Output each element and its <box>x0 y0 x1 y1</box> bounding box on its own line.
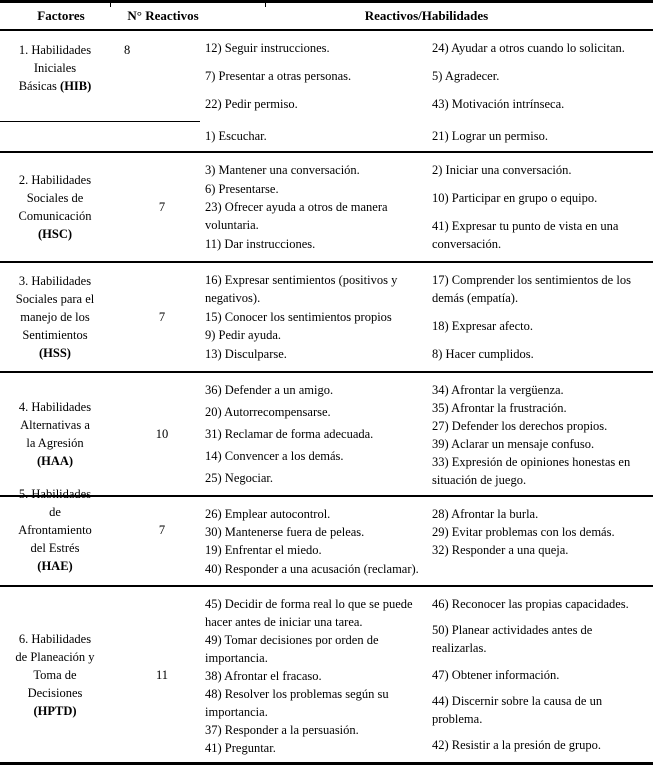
factor-name-line: Comunicación <box>18 209 92 223</box>
factor-name-line: Decisiones <box>27 685 83 700</box>
reactivo-item: 24) Ayudar a otros cuando lo solicitan. <box>432 41 625 55</box>
reactivo-item: 35) Afrontar la frustración. <box>432 401 567 415</box>
reactivo-item: 10) Participar en grupo o equipo. <box>432 191 598 205</box>
cell-gap-tick <box>265 3 266 7</box>
factor-acronym-line <box>2 452 108 470</box>
reactivo-item: 7) Presentar a otras personas. <box>205 69 352 83</box>
factor-acronym: (HSC) <box>37 227 73 241</box>
factor-name-line: 4. Habilidades <box>18 400 92 414</box>
reactivo-item: 48) Resolver los problemas según su importancia. <box>205 687 389 719</box>
factor-name-line: Sentimientos <box>22 328 88 342</box>
header-n-reactivos: N° Reactivos <box>127 8 199 23</box>
reactivo-item: 27) Defender los derechos propios. <box>432 419 608 433</box>
factor-name-line: del Estrés <box>30 541 80 555</box>
factor-name-line: 5. Habilidades <box>18 487 92 501</box>
items-left-cell <box>200 497 427 563</box>
reactivo-item: 2) Iniciar una conversación. <box>432 163 572 177</box>
reactivo-item: 50) Planear actividades antes de realizarlas. <box>432 623 593 656</box>
reactivo-item: 41) Expresar tu punto de vista en una conversación. <box>432 219 619 251</box>
reactivo-item: 22) Pedir permiso. <box>205 97 298 111</box>
factor-acronym: (HAA) <box>36 454 74 468</box>
factor-acronym: (HSS) <box>39 346 71 360</box>
reactivo-item: 15) Conocer los sentimientos propios <box>205 309 392 324</box>
reactivo-item: 49) Tomar decisiones por orden de importancia. <box>205 633 379 665</box>
items-right-cell <box>427 497 653 563</box>
reactivo-item: 14) Convencer a los demás. <box>205 449 344 463</box>
reactivo-item: 21) Lograr un permiso. <box>432 129 548 143</box>
reactivo-item: 44) Discernir sobre la causa de un problema. <box>432 693 603 726</box>
reactivo-item: 45) Decidir de forma real lo que se puede hacer antes de iniciar una tarea. <box>205 597 413 629</box>
reactivos-count-cell: 7 <box>158 200 166 214</box>
reactivo-item: 12) Seguir instrucciones. <box>205 41 330 55</box>
reactivo-item: 46) Reconocer las propias capacidades. <box>432 597 629 611</box>
reactivo-item-span: 40) Responder a una acusación (reclamar). <box>205 562 419 576</box>
reactivo-item: 16) Expresar sentimientos (positivos y negativos). <box>205 273 398 305</box>
items-left-cell <box>200 31 427 121</box>
reactivo-item: 18) Expresar afecto. <box>432 319 533 333</box>
factor-row <box>0 31 653 153</box>
reactivos-count-cell: 11 <box>155 667 169 682</box>
reactivos-count-cell: 7 <box>158 310 166 324</box>
factor-acronym: (HIB) <box>60 79 92 93</box>
factor-acronym-line <box>2 557 108 575</box>
reactivo-item: 31) Reclamar de forma adecuada. <box>205 427 374 441</box>
reactivo-item: 9) Pedir ayuda. <box>205 328 282 343</box>
factor-row <box>0 587 653 762</box>
factor-name-cell <box>0 263 110 371</box>
factor-name-line: 6. Habilidades <box>18 631 92 646</box>
reactivo-item: 13) Disculparse. <box>205 346 287 361</box>
factor-name-line: 2. Habilidades <box>18 173 92 187</box>
factor-name-cell <box>0 587 110 762</box>
factor-acronym-line <box>2 225 108 243</box>
factor-name-line: Afrontamiento <box>18 523 92 537</box>
factor-row <box>0 373 653 497</box>
items-right-cell <box>427 373 653 495</box>
reactivo-item: 8) Hacer cumplidos. <box>432 347 534 361</box>
factor-name-line: 3. Habilidades <box>18 274 92 288</box>
reactivo-item: 19) Enfrentar el miedo. <box>205 543 322 557</box>
reactivo-item: 5) Agradecer. <box>432 69 500 83</box>
factor-name-line: Toma de <box>33 667 77 682</box>
items-right-cell <box>427 587 653 762</box>
reactivo-item: 6) Presentarse. <box>205 181 279 196</box>
items-left-cell <box>200 373 427 495</box>
reactivo-item: 41) Preguntar. <box>205 741 276 755</box>
table-header-row <box>0 3 653 31</box>
factor-row <box>0 263 653 373</box>
reactivo-item: 17) Comprender los sentimientos de los demás (empatía). <box>432 273 631 305</box>
reactivo-item: 32) Responder a una queja. <box>432 543 569 557</box>
items-right-cell <box>427 31 653 121</box>
reactivo-item: 33) Expresión de opiniones honestas en situación de juego. <box>432 455 631 487</box>
header-factores: Factores <box>37 8 85 23</box>
reactivo-item: 26) Emplear autocontrol. <box>205 507 331 521</box>
factor-name-line: 1. Habilidades <box>18 43 92 57</box>
items-left-cell <box>200 587 427 762</box>
reactivos-count-cell: 10 <box>155 427 169 441</box>
factor-row <box>0 487 653 587</box>
factor-name-line: Sociales de <box>26 191 84 205</box>
factor-name-line: Iniciales <box>33 61 77 75</box>
items-left-cell <box>200 263 427 371</box>
reactivo-item: 11) Dar instrucciones. <box>205 236 316 251</box>
factor-name-cell <box>0 31 110 121</box>
factor-acronym-line <box>2 344 108 362</box>
reactivo-item: 3) Mantener una conversación. <box>205 163 360 177</box>
cell-gap-tick <box>110 3 111 7</box>
factor-name-line: Sociales para el <box>15 292 95 306</box>
table-body <box>0 31 653 762</box>
items-right-cell <box>427 263 653 371</box>
reactivo-item: 30) Mantenerse fuera de peleas. <box>205 525 365 539</box>
factor-name-line: la Agresión <box>26 436 84 450</box>
reactivo-item: 25) Negociar. <box>205 471 274 485</box>
reactivo-item: 34) Afrontar la vergüenza. <box>432 383 564 397</box>
reactivo-item: 47) Obtener información. <box>432 667 560 682</box>
reactivo-item: 38) Afrontar el fracaso. <box>205 669 322 683</box>
reactivo-item: 1) Escuchar. <box>205 129 267 143</box>
reactivo-item: 39) Aclarar un mensaje confuso. <box>432 437 595 451</box>
reactivo-item: 37) Responder a la persuasión. <box>205 723 359 737</box>
factor-acronym-prefix: Básicas <box>18 79 61 93</box>
reactivos-count-cell: 7 <box>158 523 166 537</box>
reactivo-item: 42) Resistir a la presión de grupo. <box>432 738 602 752</box>
factor-name-cell <box>0 373 110 495</box>
factor-acronym-line <box>2 77 108 95</box>
factor-name-line: Alternativas a <box>20 418 90 432</box>
factor-acronym: (HAE) <box>37 559 73 573</box>
reactivo-item: 20) Autorrecompensarse. <box>205 405 331 419</box>
reactivo-item: 29) Evitar problemas con los demás. <box>432 525 615 539</box>
factor-name-line: manejo de los <box>20 310 90 324</box>
factor-row <box>0 153 653 263</box>
factor-acronym: (HPTD) <box>33 703 77 718</box>
factor-name-cell <box>0 153 110 261</box>
reactivos-count-cell: 8 <box>124 43 131 57</box>
reactivo-item: 23) Ofrecer ayuda a otros de manera voluntaria. <box>205 200 388 233</box>
reactivo-item: 43) Motivación intrínseca. <box>432 97 565 111</box>
partial-separator-line <box>0 121 200 151</box>
header-reactivos-habilidades: Reactivos/Habilidades <box>364 8 489 23</box>
items-right-cell <box>427 153 653 261</box>
items-left-cell <box>200 153 427 261</box>
reactivo-item: 36) Defender a un amigo. <box>205 383 334 397</box>
factor-name-cell <box>0 487 110 573</box>
factor-name-line: de <box>49 505 61 519</box>
reactivo-item: 28) Afrontar la burla. <box>432 507 539 521</box>
factor-acronym-line <box>2 702 108 720</box>
factor-name-line: de Planeación y <box>15 649 95 664</box>
